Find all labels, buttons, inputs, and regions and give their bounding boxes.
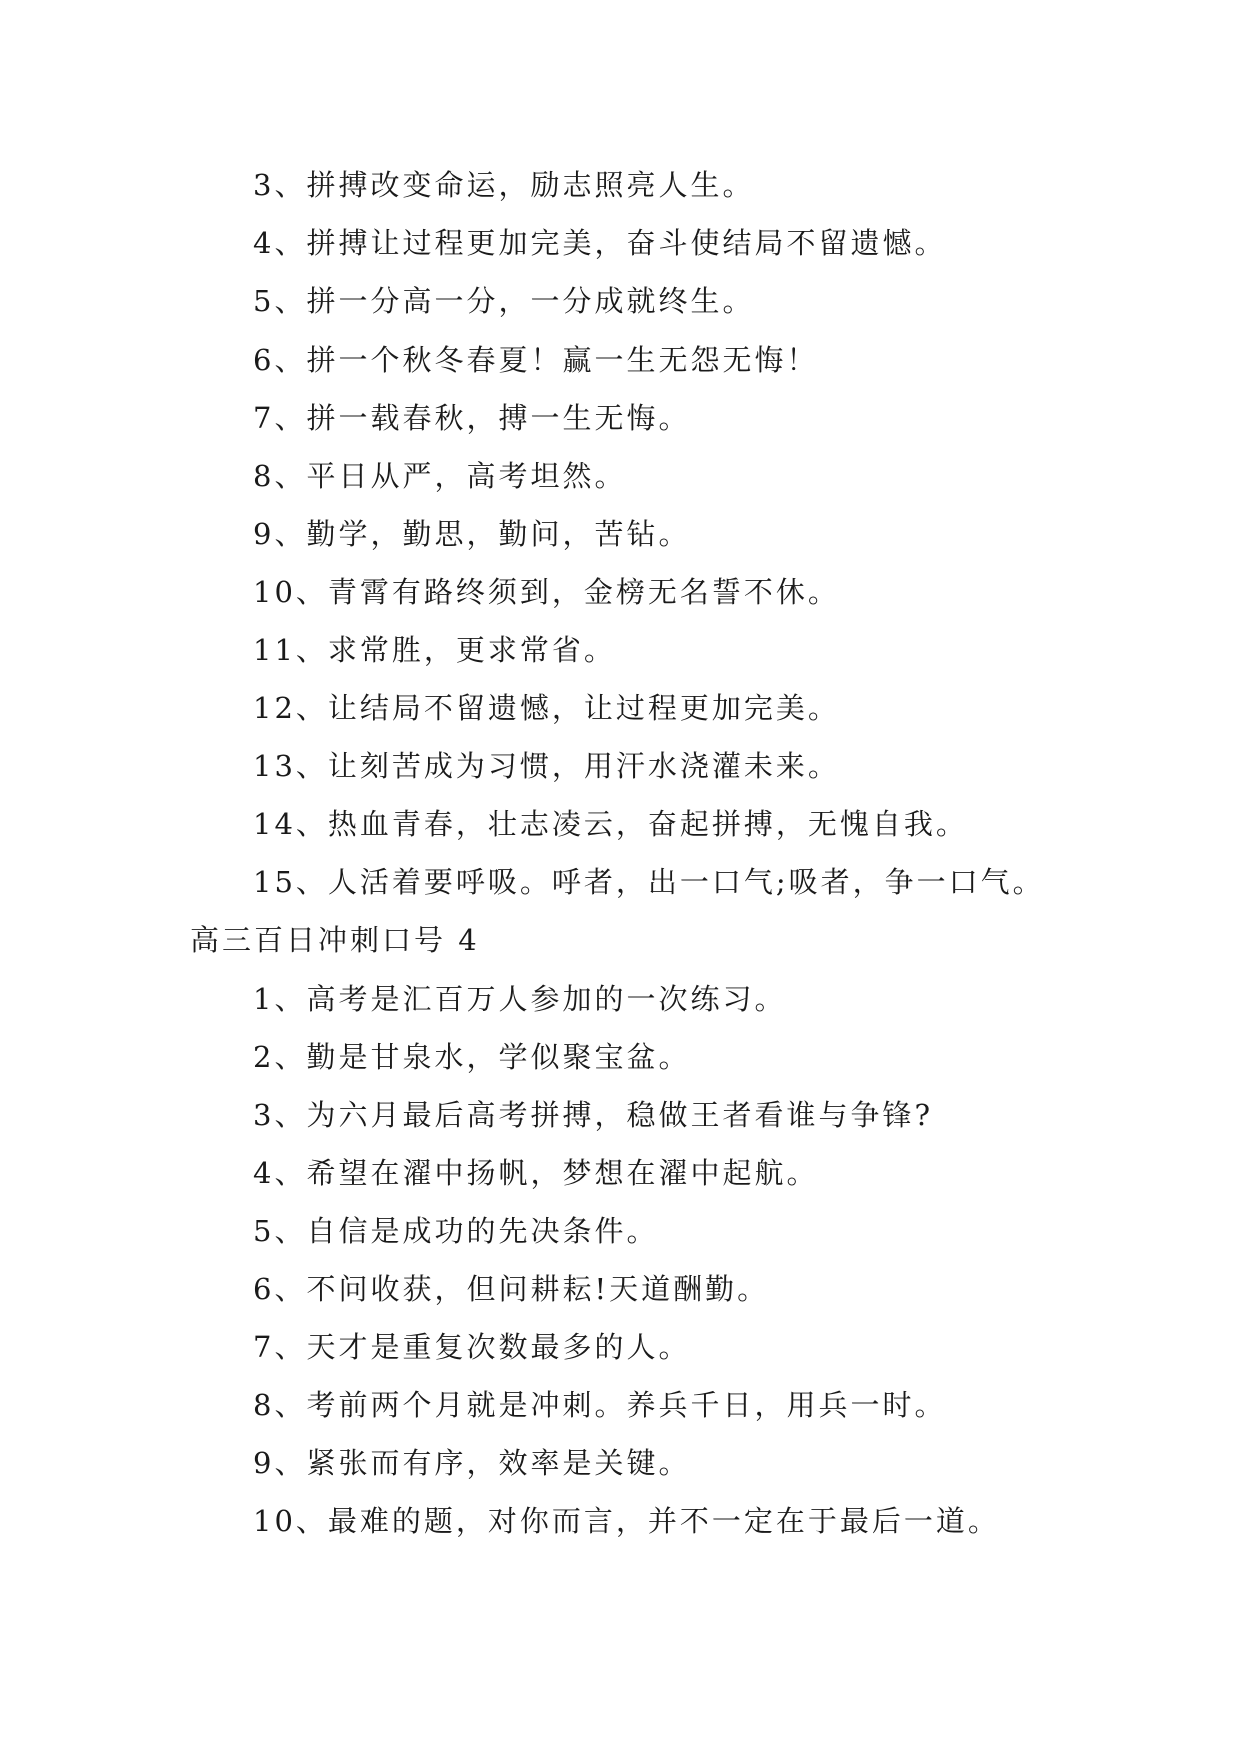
list-item: 2、勤是甘泉水，学似聚宝盆。 (253, 1040, 691, 1074)
list-item: 15、人活着要呼吸。呼者，出一口气;吸者，争一口气。 (253, 865, 1045, 899)
list-item: 1、高考是汇百万人参加的一次练习。 (253, 982, 787, 1016)
list-item: 4、希望在濯中扬帆，梦想在濯中起航。 (253, 1156, 819, 1190)
list-item: 10、青霄有路终须到，金榜无名誓不休。 (253, 575, 840, 609)
list-item: 7、天才是重复次数最多的人。 (253, 1330, 691, 1364)
list-item: 8、考前两个月就是冲刺。养兵千日，用兵一时。 (253, 1388, 947, 1422)
list-item: 5、自信是成功的先决条件。 (253, 1214, 659, 1248)
list-item: 6、拼一个秋冬春夏！赢一生无怨无悔！ (253, 343, 819, 377)
list-item: 13、让刻苦成为习惯，用汗水浇灌未来。 (253, 749, 840, 783)
list-item: 9、勤学，勤思，勤问，苦钻。 (253, 517, 691, 551)
list-item: 4、拼搏让过程更加完美，奋斗使结局不留遗憾。 (253, 226, 947, 260)
list-item: 12、让结局不留遗憾，让过程更加完美。 (253, 691, 840, 725)
list-item: 9、紧张而有序，效率是关键。 (253, 1446, 691, 1480)
list-item: 3、拼搏改变命运，励志照亮人生。 (253, 168, 755, 202)
list-item: 3、为六月最后高考拼搏，稳做王者看谁与争锋? (253, 1098, 933, 1132)
list-item: 5、拼一分高一分，一分成就终生。 (253, 284, 755, 318)
section-heading: 高三百日冲刺口号 4 (190, 923, 480, 957)
list-item: 10、最难的题，对你而言，并不一定在于最后一道。 (253, 1504, 1000, 1538)
list-item: 6、不问收获，但问耕耘!天道酬勤。 (253, 1272, 770, 1306)
list-item: 8、平日从严，高考坦然。 (253, 459, 627, 493)
list-item: 7、拼一载春秋，搏一生无悔。 (253, 401, 691, 435)
list-item: 11、求常胜，更求常省。 (253, 633, 616, 667)
list-item: 14、热血青春，壮志凌云，奋起拼搏，无愧自我。 (253, 807, 968, 841)
